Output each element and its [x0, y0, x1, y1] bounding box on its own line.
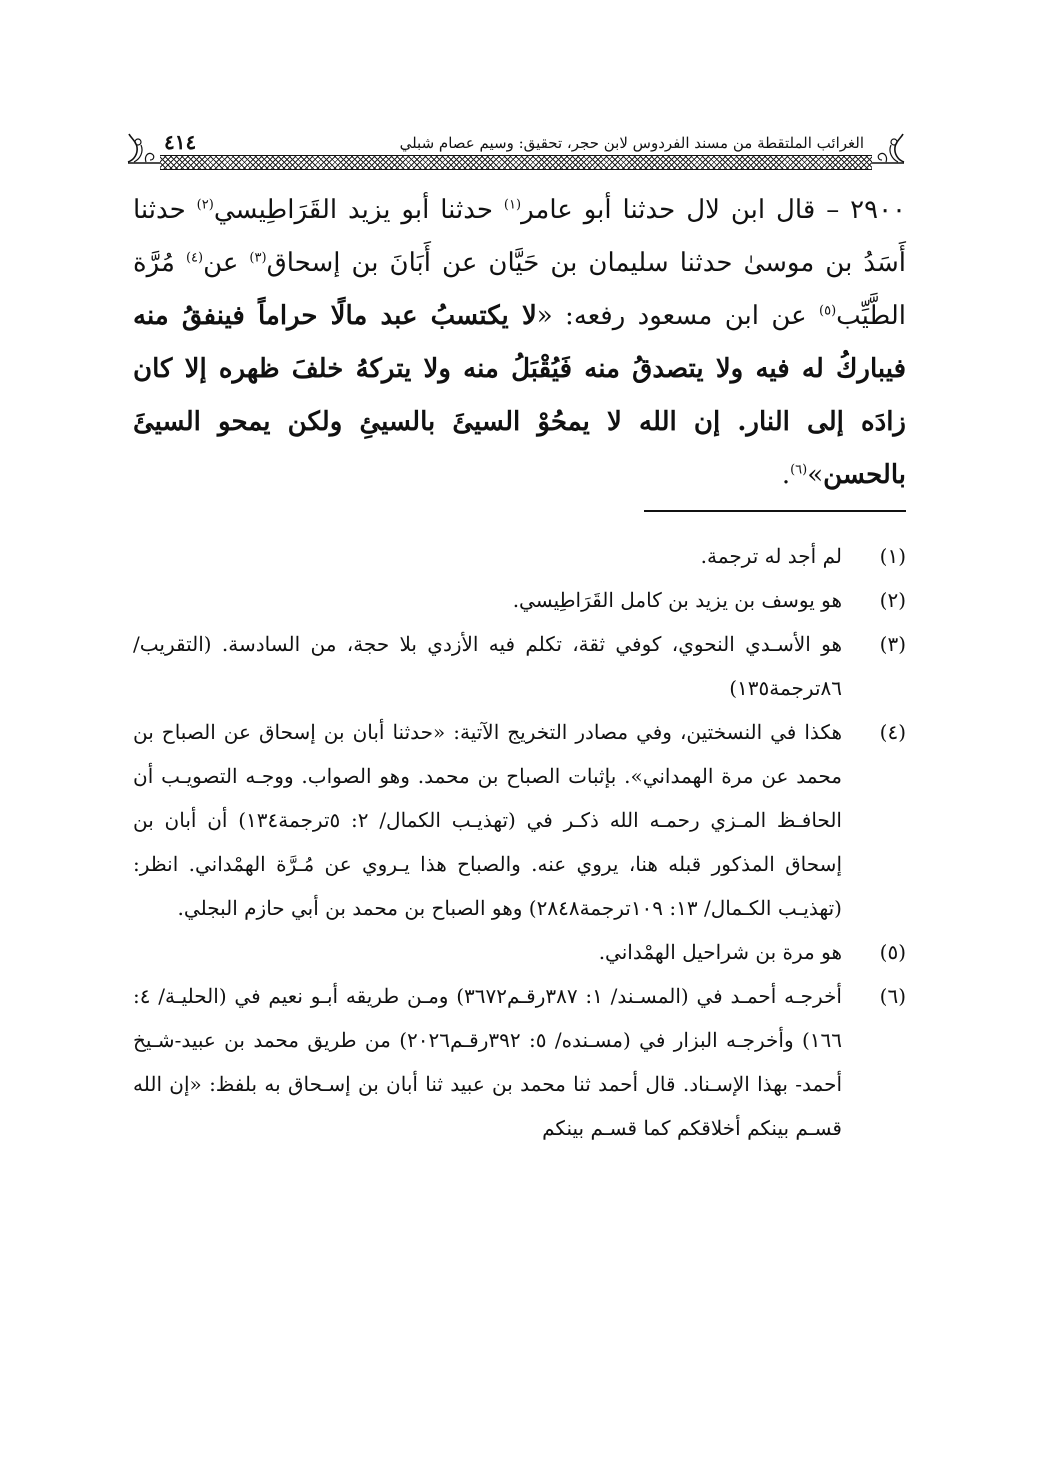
footnotes [133, 534, 906, 1150]
footnote-ref-1[interactable]: (١) [503, 197, 522, 213]
footnote-item [133, 930, 906, 974]
footnote-text: لم أجد له ترجمة. [700, 544, 842, 568]
hadith-isnad-part-1: ٢٩٠٠ – قال ابن لال حدثنا أبو عامر [521, 195, 907, 225]
hadith-matn: لا يكتسبُ عبد مالًا حراماً فينفقُ منه فيباركُ له فيه ولا يتصدقُ منه فَيُقْبَلُ منه ولا يتركهُ خلفَ ظهره إلا كان زادَه إلى النار. إن الله لا يمحُوْ السيئَ بالسيئِ ولكن يمحو السيئَ بالحسن [133, 301, 906, 490]
running-header [126, 130, 906, 176]
footnote-number: (٣) [879, 632, 906, 656]
footnote-number: (٢) [879, 588, 906, 612]
footnote-ref-2[interactable]: (٢) [196, 197, 214, 213]
footnote-ref-5[interactable]: (٥) [819, 303, 837, 319]
hadith-isnad-part-2: حدثنا أبو يزيد القَرَاطِيسي [213, 195, 493, 225]
footnote-item [133, 578, 906, 622]
running-title: الغرائب الملتقطة من مسند الفردوس لابن حجر، تحقيق: وسيم عصام شبلي [399, 134, 864, 152]
footnote-item [133, 974, 906, 1150]
separator-line [644, 510, 906, 512]
footnote-ref-4[interactable]: (٤) [185, 250, 204, 266]
hadith-isnad-part-3: حدثنا أَسَدُ بن موسىٰ حدثنا سليمان بن حَيَّان عن أَبَانَ بن إسحاق [133, 195, 907, 278]
footnote-number: (٥) [879, 940, 906, 964]
footnote-text: هكذا في النسختين، وفي مصادر التخريج الآتية: «حدثنا أبان بن إسحاق عن الصباح بن محمد عن مرة الهمداني». بإثبات الصباح بن محمد. وهو الصواب. ووجـه التصويـب أن الحافـظ المـزي رحمـه الله ذكـر في (تهذيـب الكمال/ ٢: ٥ترجمة١٣٤) أن أبان بن إسحاق المذكور قبله هنا، يروي عنه. والصباح هذا يـروي عن مُـرَّة الهمْداني. انظر: (تهذيـب الكـمال/ ١٣: ١٠٩ترجمة٢٨٤٨) وهو الصباح بن محمد بن أبي حازم البجلي. [133, 720, 842, 920]
footnote-item [133, 534, 906, 578]
footnote-text: هو الأسـدي النحوي، كوفي ثقة، تكلم فيه الأزدي بلا حجة، من السادسة. (التقريب/ ٨٦ترجمة١٣٥) [133, 632, 842, 700]
footnote-number: (٦) [879, 984, 906, 1008]
page-number: ٤١٤ [164, 130, 197, 154]
hadith-isnad-part-6: عن ابن مسعود رفعه: « [536, 301, 807, 331]
footnote-item [133, 622, 906, 710]
footnote-ref-3[interactable]: (٣) [249, 250, 267, 266]
footnote-text: هو يوسف بن يزيد بن كامل القَرَاطِيسي. [512, 588, 842, 612]
hadith-text [133, 184, 906, 502]
footnote-number: (١) [879, 544, 906, 568]
floral-ornament-icon [868, 132, 906, 166]
final-period: . [781, 460, 791, 490]
footnote-ref-6[interactable]: (٦) [790, 462, 808, 478]
hadith-isnad-part-4: عن [203, 248, 239, 278]
footnote-text: أخرجـه أحمـد في (المسـند/ ١: ٣٨٧رقـم٣٦٧٢) ومـن طريقه أبـو نعيم في (الحليـة/ ٤: ١٦٦) وأخرجـه البزار في (مسـنده/ ٥: ٣٩٢رقـم٢٠٢٦) من طريق محمد بن عبيد-شـيخ أحمد- بهذا الإسـناد. قال أحمد ثنا محمد بن عبيد ثنا أبان بن إسـحاق به بلفظ: «إن الله قسـم بينكم أخلاقكم كما قسـم بينكم [133, 984, 842, 1140]
quote-close: » [807, 460, 824, 490]
hadith-isnad-part-5: مُرَّة الطَّيِّب [133, 248, 906, 331]
header-ornament-band [160, 155, 872, 170]
floral-ornament-icon [126, 132, 164, 166]
footnote-number: (٤) [879, 720, 906, 744]
footnote-text: هو مرة بن شراحيل الهمْداني. [598, 940, 842, 964]
footnote-item [133, 710, 906, 930]
